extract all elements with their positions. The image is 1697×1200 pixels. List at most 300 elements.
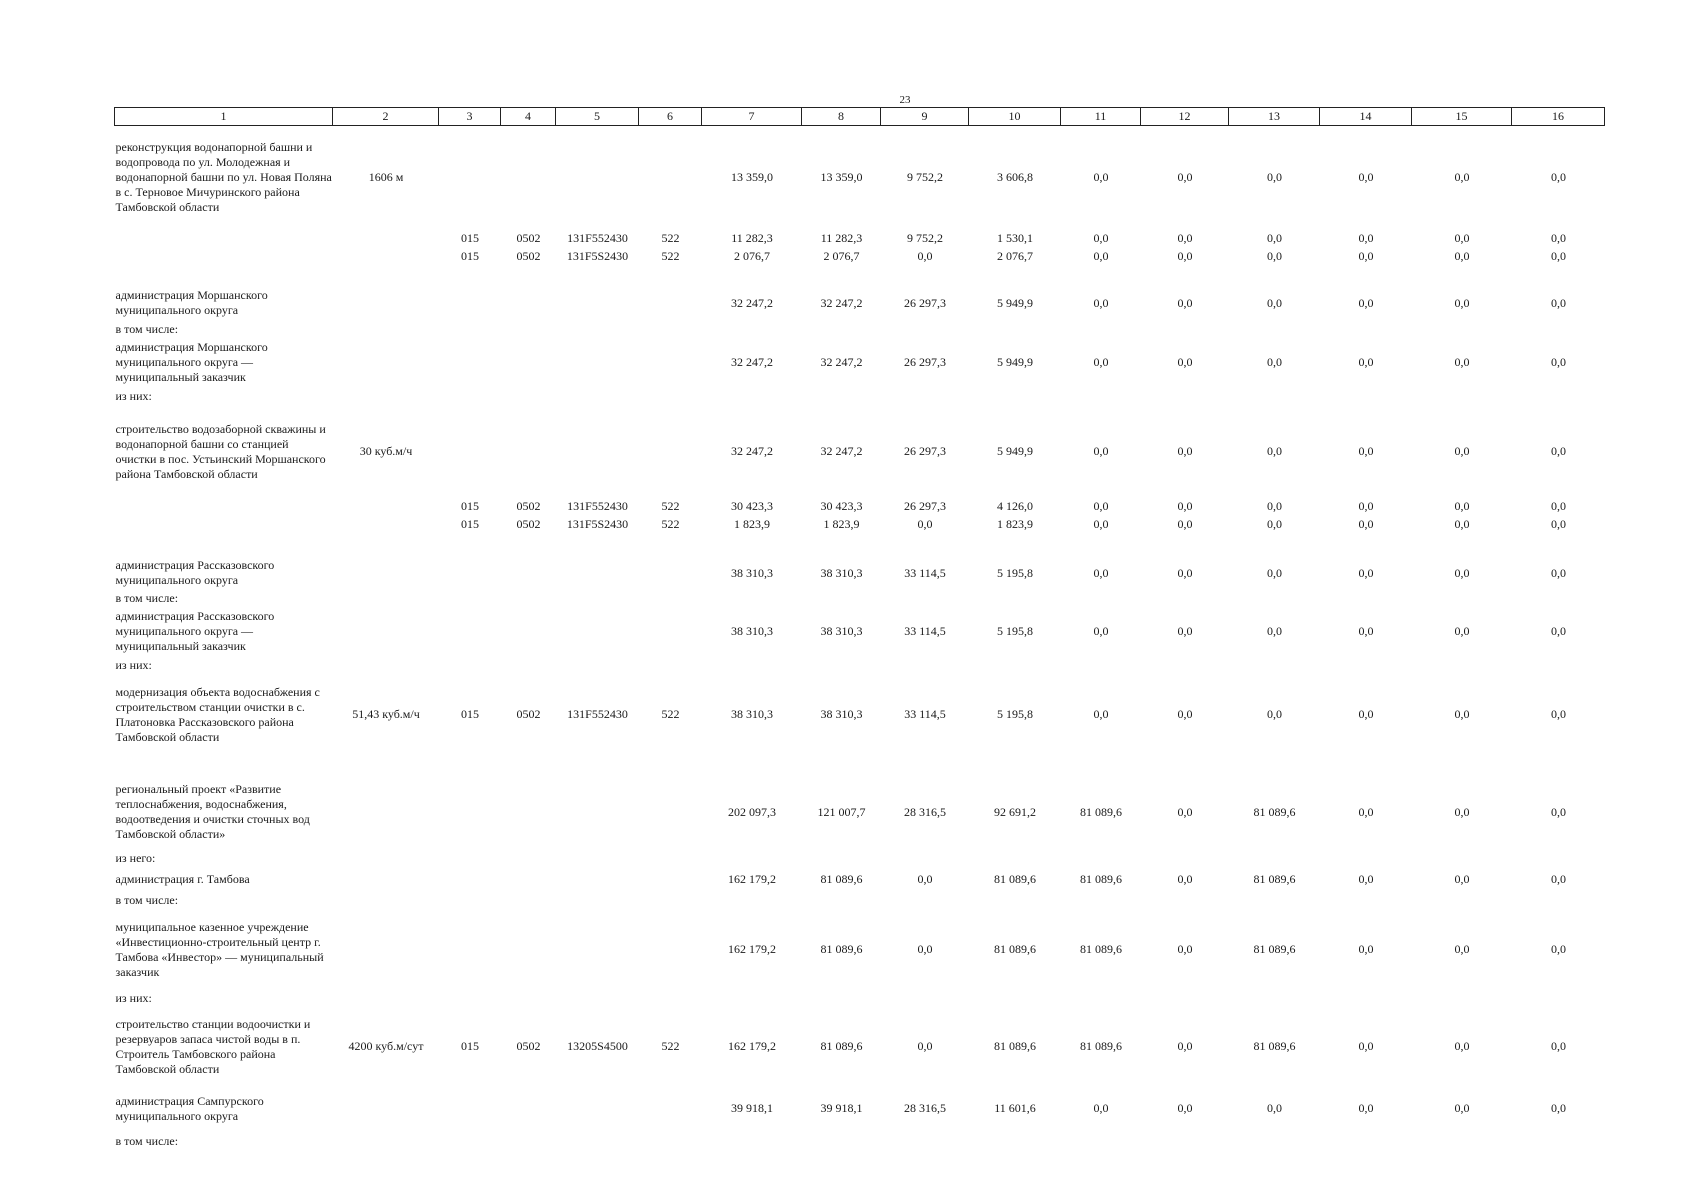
value-cell-col-6: 522 xyxy=(661,517,680,531)
value-cell-col-13: 0,0 xyxy=(1267,231,1282,245)
value-cell-col-5 xyxy=(556,338,639,388)
value-cell-col-13: 0,0 xyxy=(1267,355,1282,369)
value-cell-col-16: 0,0 xyxy=(1551,231,1566,245)
value-cell-col-2 xyxy=(333,321,439,338)
value-cell-col-6: 522 xyxy=(661,249,680,263)
value-cell-col-5: 131F5S2430 xyxy=(566,249,629,263)
value-cell-col-15 xyxy=(1412,534,1512,557)
table-row xyxy=(115,990,1605,1008)
value-cell-col-6 xyxy=(639,1086,702,1132)
value-cell-col-13 xyxy=(1229,590,1320,607)
value-cell-col-2 xyxy=(333,1086,439,1132)
value-cell-col-16: 0,0 xyxy=(1551,170,1566,185)
column-header-9: 9 xyxy=(881,108,969,126)
value-cell-col-15 xyxy=(1412,266,1512,286)
column-header-10: 10 xyxy=(969,108,1061,126)
value-cell-col-5: 131F552430 xyxy=(567,707,628,721)
value-cell-col-13: 81 089,6 xyxy=(1253,872,1296,886)
value-cell-col-13 xyxy=(1229,1132,1320,1152)
value-cell-col-15 xyxy=(1412,590,1512,607)
table-row xyxy=(115,516,1605,534)
table-row xyxy=(115,607,1605,657)
column-header-1: 1 xyxy=(115,108,333,126)
value-cell-col-13: 0,0 xyxy=(1267,170,1282,185)
value-cell-col-14 xyxy=(1320,590,1412,607)
value-cell-col-14: 0,0 xyxy=(1358,444,1374,458)
value-cell-col-11: 0,0 xyxy=(1093,444,1109,458)
value-cell-col-16: 0,0 xyxy=(1551,355,1566,369)
value-cell-col-5: 131F552430 xyxy=(567,231,628,245)
value-cell-col-10 xyxy=(969,990,1061,1008)
value-cell-col-15 xyxy=(1412,388,1512,406)
value-cell-col-9 xyxy=(881,534,969,557)
value-cell-col-8: 32 247,2 xyxy=(820,444,863,458)
value-cell-col-12 xyxy=(1141,321,1229,338)
value-cell-col-7: 38 310,3 xyxy=(731,707,773,721)
value-cell-col-4: 0502 xyxy=(516,707,541,721)
table-row xyxy=(115,1008,1605,1086)
row-name-cell: администрация Рассказовского муниципального округа — муниципальный заказчик xyxy=(115,609,275,653)
value-cell-col-9 xyxy=(881,990,969,1008)
value-cell-col-13 xyxy=(1229,266,1320,286)
value-cell-col-3 xyxy=(439,607,501,657)
value-cell-col-7 xyxy=(702,388,802,406)
value-cell-col-16 xyxy=(1512,1132,1605,1152)
value-cell-col-8 xyxy=(802,990,881,1008)
value-cell-col-5 xyxy=(556,321,639,338)
value-cell-col-16: 0,0 xyxy=(1551,872,1566,886)
value-cell-col-4 xyxy=(501,755,556,775)
value-cell-col-15: 0,0 xyxy=(1454,249,1470,263)
value-cell-col-10 xyxy=(969,590,1061,607)
value-cell-col-4 xyxy=(501,607,556,657)
value-cell-col-15: 0,0 xyxy=(1454,707,1470,721)
value-cell-col-5 xyxy=(556,868,639,892)
value-cell-col-9: 26 297,3 xyxy=(904,355,946,369)
value-cell-col-4 xyxy=(501,557,556,590)
value-cell-col-4: 0502 xyxy=(516,517,541,531)
table-row xyxy=(115,775,1605,850)
value-cell-col-13 xyxy=(1229,534,1320,557)
value-cell-col-3 xyxy=(439,534,501,557)
value-cell-col-9: 26 297,3 xyxy=(904,444,946,458)
value-cell-col-8 xyxy=(802,850,881,868)
value-cell-col-15 xyxy=(1412,657,1512,675)
value-cell-col-11: 0,0 xyxy=(1093,295,1109,310)
value-cell-col-8 xyxy=(802,657,881,675)
value-cell-col-11: 0,0 xyxy=(1093,231,1109,245)
row-name-cell: в том числе: xyxy=(115,893,179,907)
value-cell-col-7: 32 247,2 xyxy=(731,295,773,310)
value-cell-col-8: 1 823,9 xyxy=(823,517,860,531)
value-cell-col-7: 202 097,3 xyxy=(728,804,776,819)
value-cell-col-11 xyxy=(1061,892,1141,910)
value-cell-col-14: 0,0 xyxy=(1358,295,1374,310)
value-cell-col-10 xyxy=(969,892,1061,910)
value-cell-col-13: 0,0 xyxy=(1267,499,1282,513)
value-cell-col-2 xyxy=(333,892,439,910)
value-cell-col-2: 1606 м xyxy=(368,170,404,185)
value-cell-col-10: 1 530,1 xyxy=(997,231,1033,245)
value-cell-col-16: 0,0 xyxy=(1551,444,1566,458)
value-cell-col-8: 11 282,3 xyxy=(820,231,863,245)
column-header-12: 12 xyxy=(1141,108,1229,126)
value-cell-col-15 xyxy=(1412,321,1512,338)
row-name-cell: администрация Моршанского муниципального округа xyxy=(115,288,268,317)
value-cell-col-5 xyxy=(556,755,639,775)
table-row xyxy=(115,498,1605,516)
value-cell-col-5: 13205S4500 xyxy=(567,1039,628,1053)
value-cell-col-4 xyxy=(501,590,556,607)
value-cell-col-8 xyxy=(802,590,881,607)
value-cell-col-10 xyxy=(969,388,1061,406)
column-header-13: 13 xyxy=(1229,108,1320,126)
value-cell-col-14: 0,0 xyxy=(1358,1039,1374,1053)
value-cell-col-15: 0,0 xyxy=(1454,517,1470,531)
value-cell-col-6 xyxy=(639,850,702,868)
value-cell-col-11 xyxy=(1061,990,1141,1008)
value-cell-col-3 xyxy=(439,755,501,775)
value-cell-col-15: 0,0 xyxy=(1454,355,1470,369)
value-cell-col-14: 0,0 xyxy=(1358,942,1374,956)
table-row xyxy=(115,892,1605,910)
value-cell-col-12: 0,0 xyxy=(1177,231,1193,245)
table-row xyxy=(115,557,1605,590)
value-cell-col-2 xyxy=(333,990,439,1008)
value-cell-col-15 xyxy=(1412,850,1512,868)
value-cell-col-7: 13 359,0 xyxy=(731,170,773,185)
value-cell-col-8: 30 423,3 xyxy=(820,499,863,513)
value-cell-col-8 xyxy=(802,534,881,557)
value-cell-col-12: 0,0 xyxy=(1177,170,1193,185)
value-cell-col-10: 3 606,8 xyxy=(997,170,1033,185)
value-cell-col-9: 26 297,3 xyxy=(904,295,946,310)
value-cell-col-8: 38 310,3 xyxy=(820,624,863,638)
value-cell-col-8: 39 918,1 xyxy=(820,1101,863,1115)
value-cell-col-13: 0,0 xyxy=(1267,565,1282,580)
value-cell-col-3 xyxy=(439,1086,501,1132)
value-cell-col-2 xyxy=(333,534,439,557)
value-cell-col-6 xyxy=(639,406,702,498)
value-cell-col-2 xyxy=(333,850,439,868)
row-name-cell: реконструкция водонапорной башни и водопровода по ул. Молодежная и водонапорной башни по ул. Новая Поляна в с. Терновое Мичуринского района Тамбовской области xyxy=(115,140,332,215)
value-cell-col-12 xyxy=(1141,266,1229,286)
value-cell-col-14 xyxy=(1320,534,1412,557)
row-name-cell xyxy=(115,248,333,266)
value-cell-col-4 xyxy=(501,892,556,910)
value-cell-col-2 xyxy=(333,557,439,590)
value-cell-col-14: 0,0 xyxy=(1358,707,1374,721)
value-cell-col-15: 0,0 xyxy=(1454,942,1470,956)
value-cell-col-16 xyxy=(1512,892,1605,910)
value-cell-col-9 xyxy=(881,266,969,286)
value-cell-col-5 xyxy=(556,406,639,498)
value-cell-col-10 xyxy=(969,1132,1061,1152)
value-cell-col-15: 0,0 xyxy=(1454,624,1470,638)
value-cell-col-12 xyxy=(1141,755,1229,775)
value-cell-col-11: 81 089,6 xyxy=(1080,804,1122,819)
value-cell-col-10: 5 949,9 xyxy=(997,355,1033,369)
value-cell-col-16 xyxy=(1512,266,1605,286)
value-cell-col-6 xyxy=(639,338,702,388)
value-cell-col-16: 0,0 xyxy=(1551,499,1566,513)
value-cell-col-11: 81 089,6 xyxy=(1080,942,1122,956)
value-cell-col-5 xyxy=(556,850,639,868)
value-cell-col-5 xyxy=(556,126,639,230)
value-cell-col-15 xyxy=(1412,1132,1512,1152)
table-row xyxy=(115,850,1605,868)
row-name-cell: модернизация объекта водоснабжения с строительством станции очистки в с. Платоновка Рассказовского района Тамбовской области xyxy=(115,684,320,744)
value-cell-col-3 xyxy=(439,657,501,675)
value-cell-col-15: 0,0 xyxy=(1454,804,1470,819)
value-cell-col-8 xyxy=(802,755,881,775)
row-name-cell xyxy=(115,755,333,775)
value-cell-col-12: 0,0 xyxy=(1177,872,1193,886)
value-cell-col-3 xyxy=(439,850,501,868)
value-cell-col-9: 33 114,5 xyxy=(904,565,946,580)
value-cell-col-14 xyxy=(1320,892,1412,910)
value-cell-col-14: 0,0 xyxy=(1358,517,1374,531)
value-cell-col-11 xyxy=(1061,850,1141,868)
value-cell-col-16 xyxy=(1512,534,1605,557)
value-cell-col-11 xyxy=(1061,1132,1141,1152)
value-cell-col-13 xyxy=(1229,850,1320,868)
value-cell-col-2 xyxy=(333,755,439,775)
value-cell-col-2 xyxy=(333,498,439,516)
value-cell-col-4 xyxy=(501,1086,556,1132)
row-name-cell: из них: xyxy=(115,991,152,1005)
value-cell-col-5 xyxy=(556,286,639,321)
value-cell-col-11 xyxy=(1061,657,1141,675)
row-name-cell: администрация Рассказовского муниципального округа xyxy=(115,558,275,587)
table-row xyxy=(115,126,1605,230)
value-cell-col-7 xyxy=(702,892,802,910)
value-cell-col-13: 0,0 xyxy=(1267,249,1282,263)
value-cell-col-10: 4 126,0 xyxy=(997,499,1033,513)
value-cell-col-2 xyxy=(333,1132,439,1152)
value-cell-col-8: 32 247,2 xyxy=(820,355,863,369)
value-cell-col-6 xyxy=(639,266,702,286)
value-cell-col-12 xyxy=(1141,990,1229,1008)
value-cell-col-2 xyxy=(333,266,439,286)
value-cell-col-16: 0,0 xyxy=(1551,249,1566,263)
value-cell-col-12: 0,0 xyxy=(1177,942,1193,956)
value-cell-col-14: 0,0 xyxy=(1358,1101,1374,1115)
value-cell-col-4 xyxy=(501,868,556,892)
value-cell-col-10 xyxy=(969,657,1061,675)
value-cell-col-14: 0,0 xyxy=(1358,624,1374,638)
row-name-cell: из него: xyxy=(115,851,156,865)
value-cell-col-7: 162 179,2 xyxy=(728,1039,776,1053)
value-cell-col-10: 81 089,6 xyxy=(994,872,1036,886)
value-cell-col-10 xyxy=(969,321,1061,338)
value-cell-col-14 xyxy=(1320,990,1412,1008)
value-cell-col-9: 28 316,5 xyxy=(904,804,946,819)
value-cell-col-11: 0,0 xyxy=(1093,355,1109,369)
value-cell-col-11 xyxy=(1061,590,1141,607)
table-body xyxy=(115,126,1605,1152)
value-cell-col-6 xyxy=(639,892,702,910)
value-cell-col-7 xyxy=(702,321,802,338)
value-cell-col-4 xyxy=(501,126,556,230)
value-cell-col-6: 522 xyxy=(661,499,680,513)
value-cell-col-9: 0,0 xyxy=(917,942,933,956)
row-name-cell xyxy=(115,498,333,516)
value-cell-col-8: 2 076,7 xyxy=(823,249,860,263)
value-cell-col-16: 0,0 xyxy=(1551,517,1566,531)
value-cell-col-13: 81 089,6 xyxy=(1253,1039,1296,1053)
value-cell-col-16 xyxy=(1512,990,1605,1008)
value-cell-col-3: 015 xyxy=(461,249,479,263)
value-cell-col-15 xyxy=(1412,990,1512,1008)
value-cell-col-5 xyxy=(556,557,639,590)
value-cell-col-13 xyxy=(1229,755,1320,775)
value-cell-col-4: 0502 xyxy=(516,231,541,245)
value-cell-col-10 xyxy=(969,755,1061,775)
value-cell-col-7: 11 282,3 xyxy=(731,231,773,245)
value-cell-col-7 xyxy=(702,990,802,1008)
row-name-cell: строительство станции водоочистки и резервуаров запаса чистой воды в п. Строитель Тамбовского района Тамбовской области xyxy=(115,1016,311,1076)
value-cell-col-6 xyxy=(639,990,702,1008)
value-cell-col-4: 0502 xyxy=(516,249,541,263)
value-cell-col-3 xyxy=(439,1132,501,1152)
row-name-cell: строительство водозаборной скважины и водонапорной башни со станцией очистки в пос. Устьинский Моршанского района Тамбовской области xyxy=(115,421,326,481)
table-row xyxy=(115,1086,1605,1132)
value-cell-col-2 xyxy=(333,286,439,321)
value-cell-col-3 xyxy=(439,286,501,321)
value-cell-col-16 xyxy=(1512,321,1605,338)
value-cell-col-3 xyxy=(439,126,501,230)
row-name-cell xyxy=(115,534,333,557)
value-cell-col-12: 0,0 xyxy=(1177,1101,1193,1115)
value-cell-col-4 xyxy=(501,775,556,850)
value-cell-col-6 xyxy=(639,126,702,230)
value-cell-col-8 xyxy=(802,388,881,406)
row-name-cell: из них: xyxy=(115,658,152,672)
table-row xyxy=(115,657,1605,675)
value-cell-col-16: 0,0 xyxy=(1551,707,1566,721)
table-row xyxy=(115,248,1605,266)
table-row xyxy=(115,286,1605,321)
value-cell-col-5 xyxy=(556,388,639,406)
value-cell-col-5: 131F5S2430 xyxy=(566,517,629,531)
value-cell-col-2 xyxy=(333,910,439,990)
value-cell-col-2: 51,43 куб.м/ч xyxy=(352,707,420,721)
value-cell-col-6 xyxy=(639,755,702,775)
value-cell-col-16 xyxy=(1512,388,1605,406)
value-cell-col-2 xyxy=(333,607,439,657)
value-cell-col-3: 015 xyxy=(461,231,479,245)
value-cell-col-2: 4200 куб.м/сут xyxy=(348,1039,424,1053)
value-cell-col-2 xyxy=(333,657,439,675)
value-cell-col-10: 81 089,6 xyxy=(994,1039,1036,1053)
value-cell-col-4 xyxy=(501,266,556,286)
value-cell-col-11: 0,0 xyxy=(1093,707,1109,721)
value-cell-col-8: 13 359,0 xyxy=(820,170,863,185)
value-cell-col-9: 0,0 xyxy=(917,249,933,263)
value-cell-col-9 xyxy=(881,892,969,910)
value-cell-col-10 xyxy=(969,266,1061,286)
value-cell-col-9: 9 752,2 xyxy=(907,231,943,245)
row-name-cell xyxy=(115,230,333,248)
value-cell-col-4 xyxy=(501,910,556,990)
value-cell-col-16: 0,0 xyxy=(1551,565,1566,580)
value-cell-col-14: 0,0 xyxy=(1358,804,1374,819)
value-cell-col-11 xyxy=(1061,534,1141,557)
table-row xyxy=(115,266,1605,286)
value-cell-col-11 xyxy=(1061,321,1141,338)
value-cell-col-9: 0,0 xyxy=(917,872,933,886)
value-cell-col-16 xyxy=(1512,850,1605,868)
value-cell-col-15: 0,0 xyxy=(1454,499,1470,513)
value-cell-col-12 xyxy=(1141,534,1229,557)
table-row xyxy=(115,675,1605,755)
value-cell-col-12 xyxy=(1141,388,1229,406)
value-cell-col-9 xyxy=(881,850,969,868)
budget-table xyxy=(114,107,1605,1152)
value-cell-col-4: 0502 xyxy=(516,499,541,513)
value-cell-col-10: 1 823,9 xyxy=(997,517,1033,531)
row-name-cell: муниципальное казенное учреждение «Инвестиционно-строительный центр г. Тамбова «Инвестор» — муниципальный заказчик xyxy=(115,919,324,979)
value-cell-col-10: 5 195,8 xyxy=(997,624,1033,638)
value-cell-col-4 xyxy=(501,990,556,1008)
value-cell-col-16: 0,0 xyxy=(1551,295,1566,310)
table-row xyxy=(115,321,1605,338)
value-cell-col-2 xyxy=(333,388,439,406)
value-cell-col-15: 0,0 xyxy=(1454,444,1470,458)
value-cell-col-11: 0,0 xyxy=(1093,170,1109,185)
value-cell-col-7 xyxy=(702,1132,802,1152)
value-cell-col-12: 0,0 xyxy=(1177,624,1193,638)
value-cell-col-7 xyxy=(702,850,802,868)
value-cell-col-12 xyxy=(1141,1132,1229,1152)
value-cell-col-7: 162 179,2 xyxy=(728,942,776,956)
value-cell-col-15 xyxy=(1412,755,1512,775)
value-cell-col-12: 0,0 xyxy=(1177,1039,1193,1053)
value-cell-col-6: 522 xyxy=(661,1039,680,1053)
column-header-3: 3 xyxy=(439,108,501,126)
value-cell-col-10: 5 195,8 xyxy=(997,707,1033,721)
value-cell-col-7: 1 823,9 xyxy=(734,517,770,531)
value-cell-col-13 xyxy=(1229,657,1320,675)
value-cell-col-11: 81 089,6 xyxy=(1080,872,1122,886)
value-cell-col-5 xyxy=(556,1086,639,1132)
value-cell-col-11: 0,0 xyxy=(1093,499,1109,513)
value-cell-col-2 xyxy=(333,868,439,892)
value-cell-col-2 xyxy=(333,590,439,607)
value-cell-col-13: 81 089,6 xyxy=(1253,804,1296,819)
column-header-11: 11 xyxy=(1061,108,1141,126)
value-cell-col-14 xyxy=(1320,266,1412,286)
row-name-cell: в том числе: xyxy=(115,321,179,336)
value-cell-col-16: 0,0 xyxy=(1551,942,1566,956)
value-cell-col-12: 0,0 xyxy=(1177,355,1193,369)
value-cell-col-14: 0,0 xyxy=(1358,355,1374,369)
value-cell-col-11 xyxy=(1061,388,1141,406)
value-cell-col-14 xyxy=(1320,657,1412,675)
value-cell-col-11 xyxy=(1061,266,1141,286)
table-row xyxy=(115,755,1605,775)
value-cell-col-12 xyxy=(1141,590,1229,607)
value-cell-col-16: 0,0 xyxy=(1551,624,1566,638)
value-cell-col-7: 2 076,7 xyxy=(734,249,770,263)
value-cell-col-14: 0,0 xyxy=(1358,170,1374,185)
value-cell-col-11: 81 089,6 xyxy=(1080,1039,1122,1053)
value-cell-col-4 xyxy=(501,1132,556,1152)
value-cell-col-4 xyxy=(501,388,556,406)
value-cell-col-10: 5 195,8 xyxy=(997,565,1033,580)
column-header-6: 6 xyxy=(639,108,702,126)
